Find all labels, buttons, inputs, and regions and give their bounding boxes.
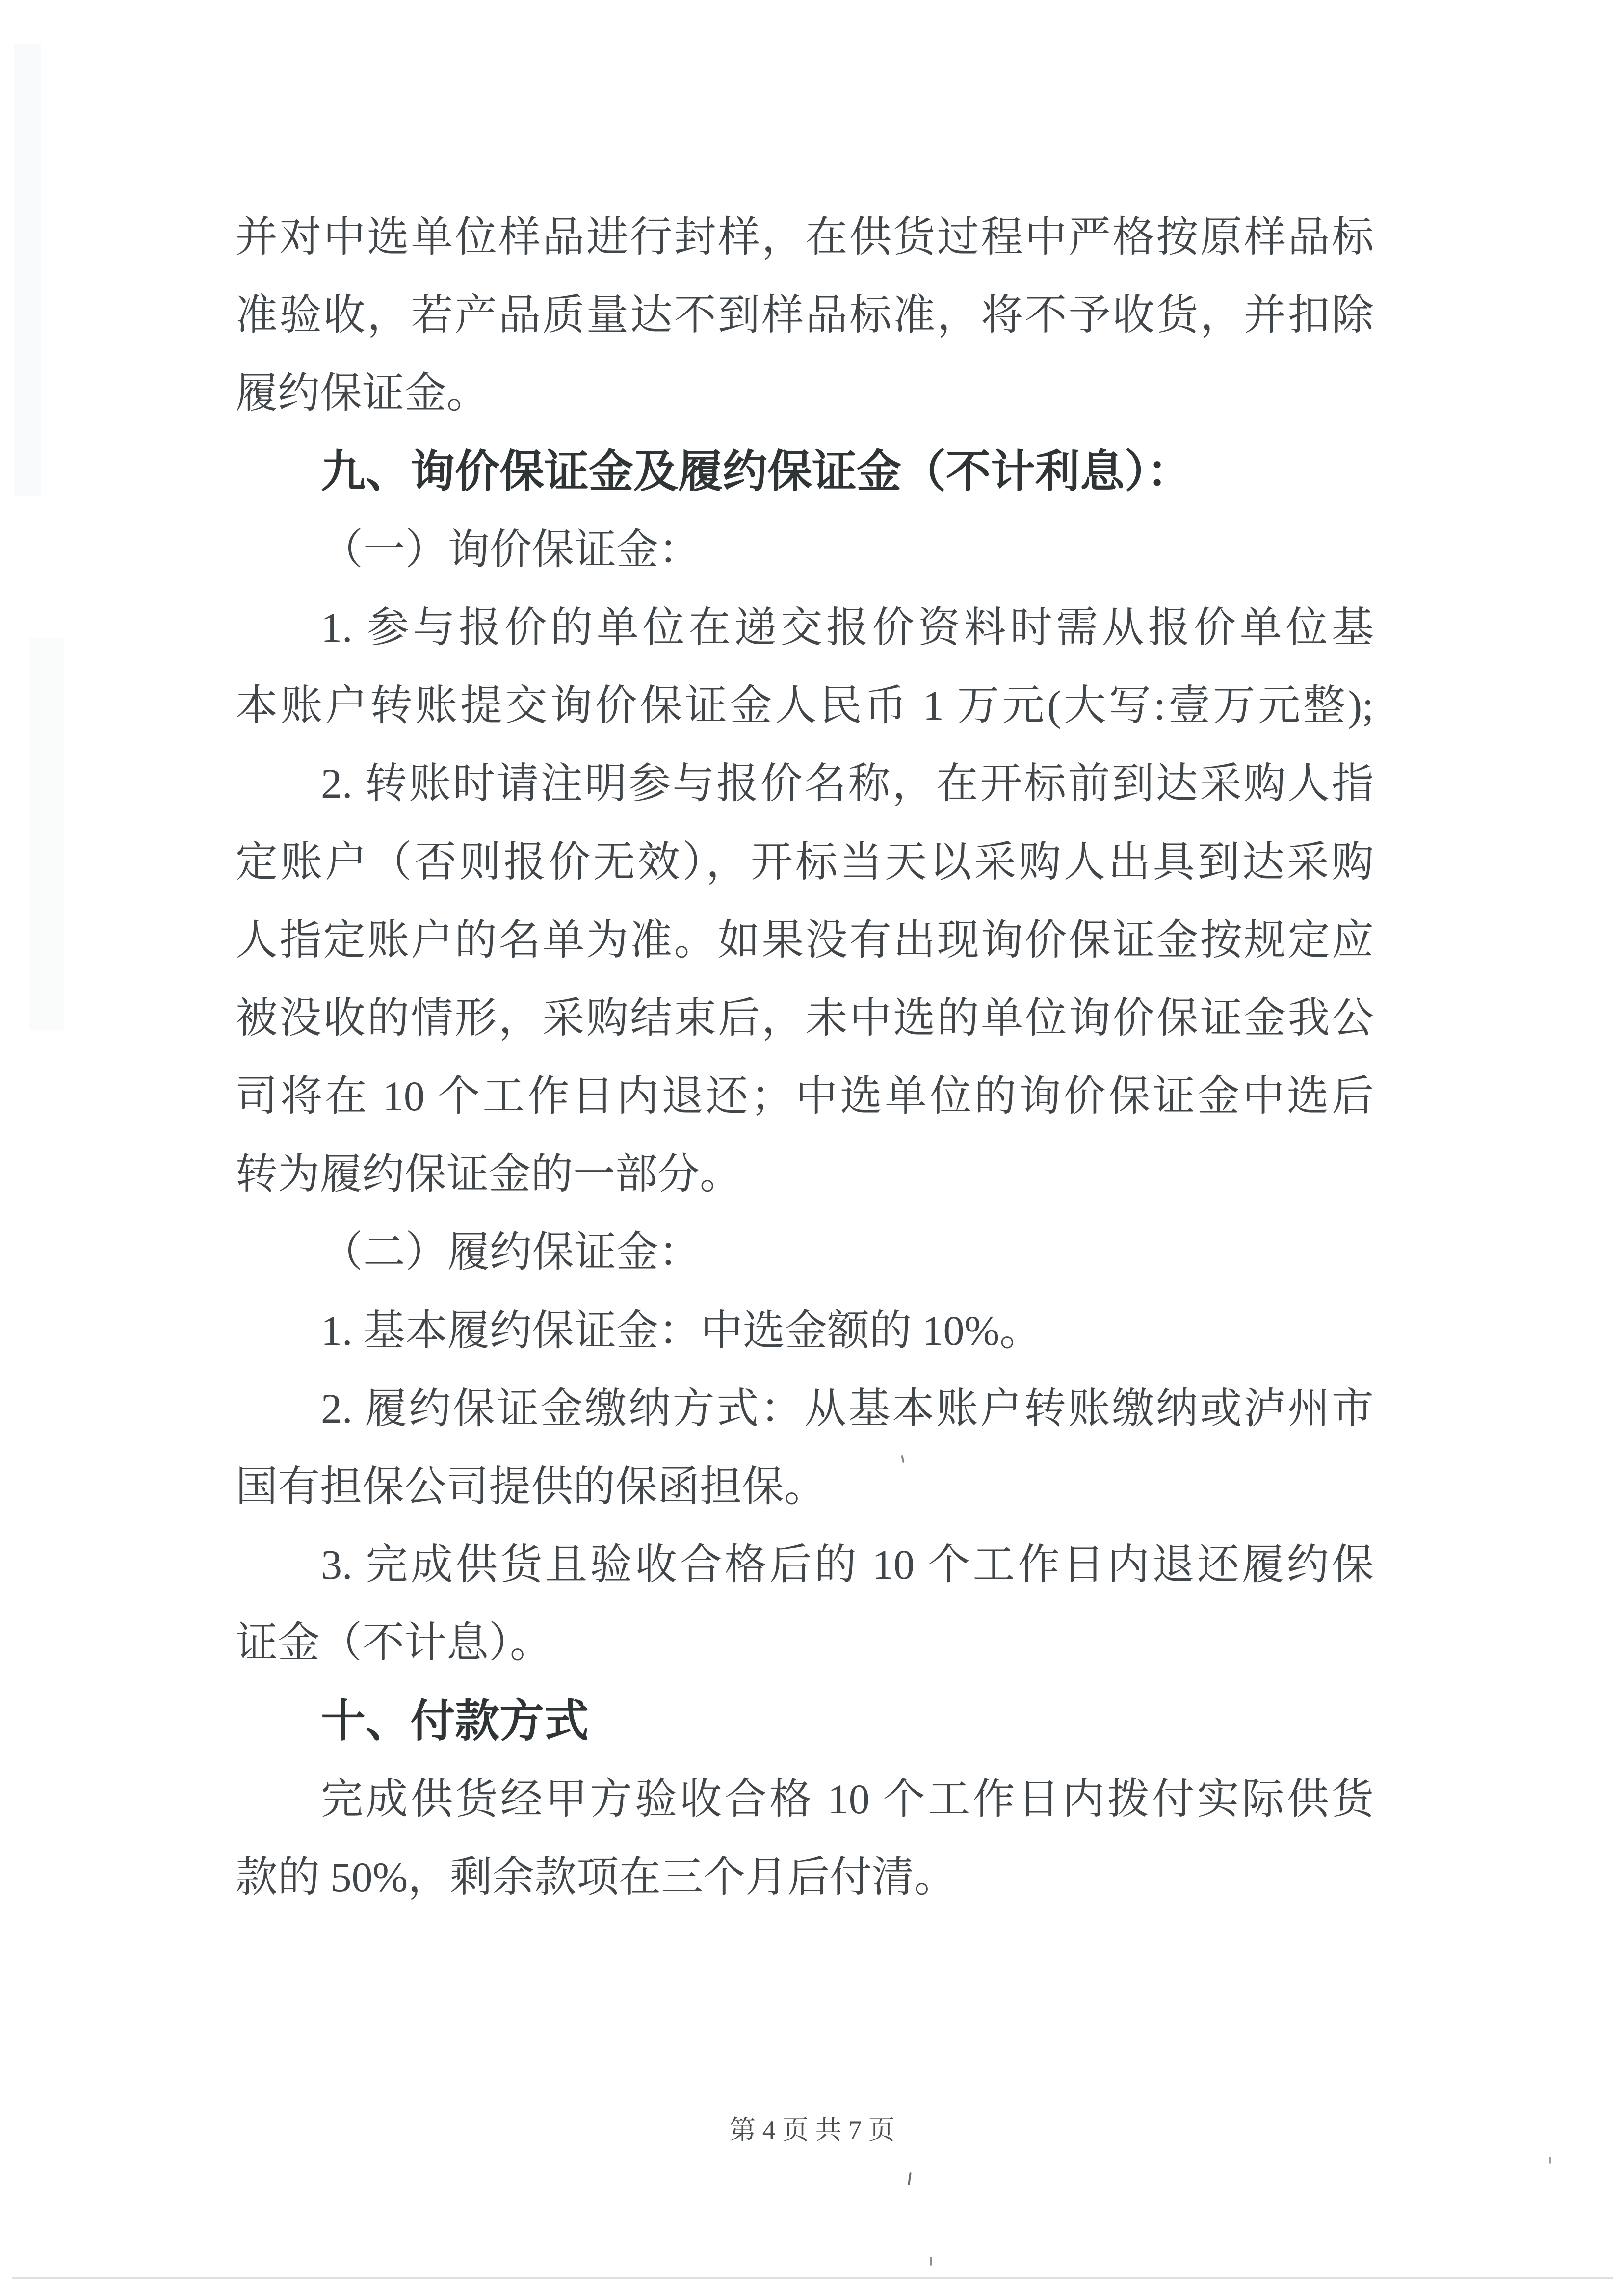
doc-line-10: 人指定账户的名单为准。如果没有出现询价保证金按规定应 xyxy=(236,916,1374,964)
doc-line-7: 本账户转账提交询价保证金人民币 1 万元(大写:壹万元整); xyxy=(236,682,1374,730)
ink-speck-artifact xyxy=(908,2172,912,2185)
doc-line-8: 2. 转账时请注明参与报价名称，在开标前到达采购人指 xyxy=(321,760,1374,808)
doc-line-12: 司将在 10 个工作日内退还；中选单位的询价保证金中选后 xyxy=(236,1072,1374,1120)
doc-line-19: 证金（不计息）。 xyxy=(236,1619,552,1667)
document-text-block xyxy=(236,198,1374,1916)
ink-speck-artifact xyxy=(930,2257,932,2266)
scan-smudge-artifact xyxy=(14,44,41,496)
doc-line-5: （一）询价保证金： xyxy=(321,525,701,573)
doc-line-15: 1. 基本履约保证金：中选金额的 10%。 xyxy=(321,1306,1042,1354)
section-heading-ten: 十、付款方式 xyxy=(321,1696,589,1746)
scan-smudge-artifact xyxy=(29,638,64,1030)
doc-line-14: （二）履约保证金： xyxy=(321,1228,701,1276)
section-heading-nine: 九、询价保证金及履约保证金（不计利息）： xyxy=(321,446,1192,496)
doc-line-17: 国有担保公司提供的保函担保。 xyxy=(236,1463,826,1510)
doc-line-3: 履约保证金。 xyxy=(236,369,489,417)
scan-line-artifact xyxy=(12,2277,1613,2279)
page-number-footer: 第 4 页 共 7 页 xyxy=(729,2115,895,2145)
doc-line-16: 2. 履约保证金缴纳方式：从基本账户转账缴纳或泸州市 xyxy=(321,1384,1374,1432)
doc-line-11: 被没收的情形，采购结束后，未中选的单位询价保证金我公 xyxy=(236,994,1374,1042)
doc-line-2: 准验收，若产品质量达不到样品标准，将不予收货，并扣除 xyxy=(236,291,1374,339)
doc-line-22: 款的 50%，剩余款项在三个月后付清。 xyxy=(236,1853,957,1901)
doc-line-21: 完成供货经甲方验收合格 10 个工作日内拨付实际供货 xyxy=(321,1775,1374,1823)
ink-speck-artifact xyxy=(1549,2157,1551,2164)
doc-line-9: 定账户（否则报价无效），开标当天以采购人出具到达采购 xyxy=(236,838,1374,886)
doc-line-18: 3. 完成供货且验收合格后的 10 个工作日内退还履约保 xyxy=(321,1541,1374,1589)
doc-line-6: 1. 参与报价的单位在递交报价资料时需从报价单位基 xyxy=(321,603,1374,651)
doc-line-13: 转为履约保证金的一部分。 xyxy=(236,1150,742,1198)
doc-line-1: 并对中选单位样品进行封样，在供货过程中严格按原样品标 xyxy=(236,213,1374,261)
